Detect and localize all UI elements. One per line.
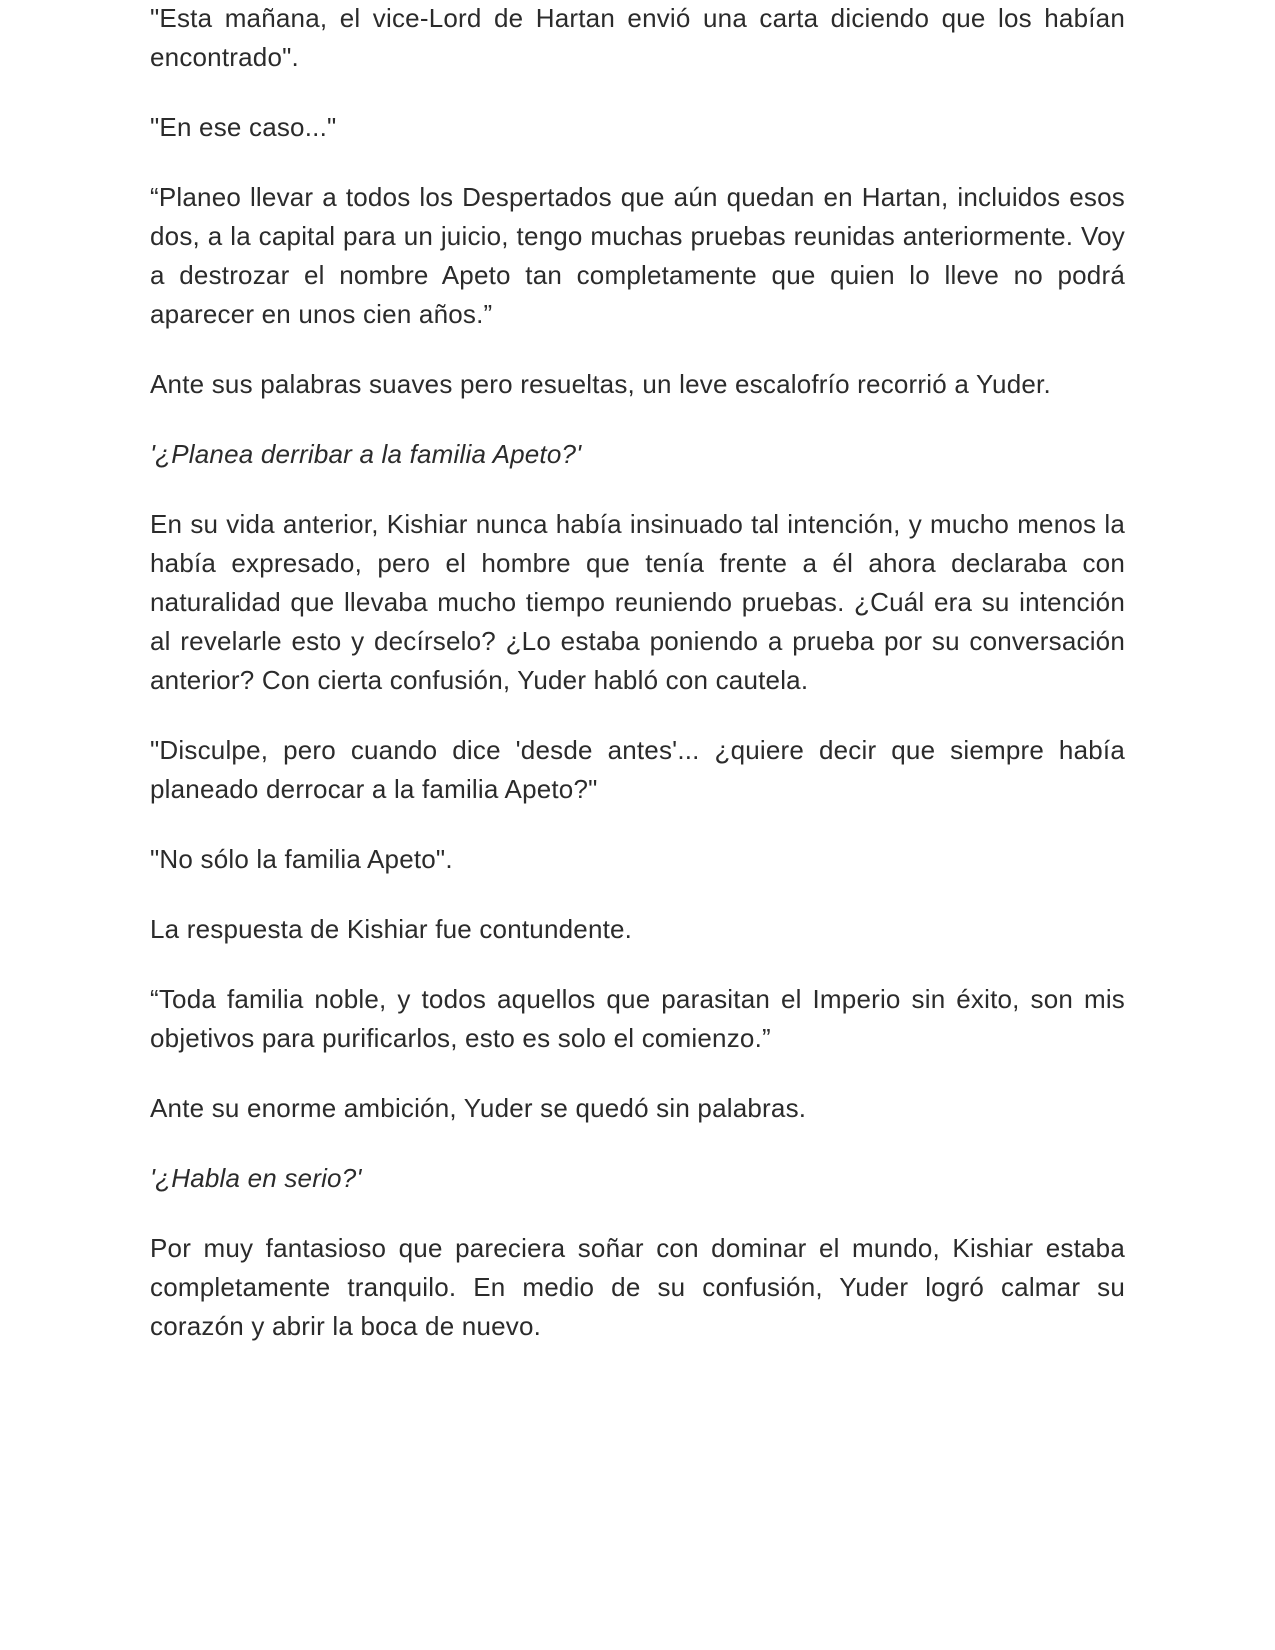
- paragraph-8: "No sólo la familia Apeto".: [150, 844, 453, 874]
- paragraph-1: "Esta mañana, el vice-Lord de Hartan envió una carta diciendo que los habían encontrado".: [150, 3, 1125, 72]
- paragraph-4: Ante sus palabras suaves pero resueltas, un leve escalofrío recorrió a Yuder.: [150, 369, 1051, 399]
- paragraph-10: “Toda familia noble, y todos aquellos que parasitan el Imperio sin éxito, son mis objetivos para purificarlos, esto es solo el comienzo.”: [150, 984, 1125, 1053]
- paragraph-5-thought: '¿Planea derribar a la familia Apeto?': [150, 439, 582, 469]
- paragraph-9: La respuesta de Kishiar fue contundente.: [150, 914, 633, 944]
- paragraph-11: Ante su enorme ambición, Yuder se quedó sin palabras.: [150, 1093, 807, 1123]
- paragraph-12-thought: '¿Habla en serio?': [150, 1163, 362, 1193]
- paragraph-7: "Disculpe, pero cuando dice 'desde antes'... ¿quiere decir que siempre había planeado derrocar a la familia Apeto?": [150, 735, 1125, 804]
- paragraph-3: “Planeo llevar a todos los Despertados que aún quedan en Hartan, incluidos esos dos, a la capital para un juicio, tengo muchas pruebas reunidas anteriormente. Voy a destrozar el nombre Apeto tan completamente que quien lo lleve no podrá aparecer en unos cien años.”: [150, 182, 1125, 329]
- document-page: [150, 0, 1125, 1377]
- paragraph-13: Por muy fantasioso que pareciera soñar con dominar el mundo, Kishiar estaba completamente tranquilo. En medio de su confusión, Yuder logró calmar su corazón y abrir la boca de nuevo.: [150, 1233, 1125, 1341]
- paragraph-6: En su vida anterior, Kishiar nunca había insinuado tal intención, y mucho menos la había expresado, pero el hombre que tenía frente a él ahora declaraba con naturalidad que llevaba mucho tiempo reuniendo pruebas. ¿Cuál era su intención al revelarle esto y decírselo? ¿Lo estaba poniendo a prueba por su conversación anterior? Con cierta confusión, Yuder habló con cautela.: [150, 509, 1125, 695]
- paragraph-2: "En ese caso...": [150, 112, 337, 142]
